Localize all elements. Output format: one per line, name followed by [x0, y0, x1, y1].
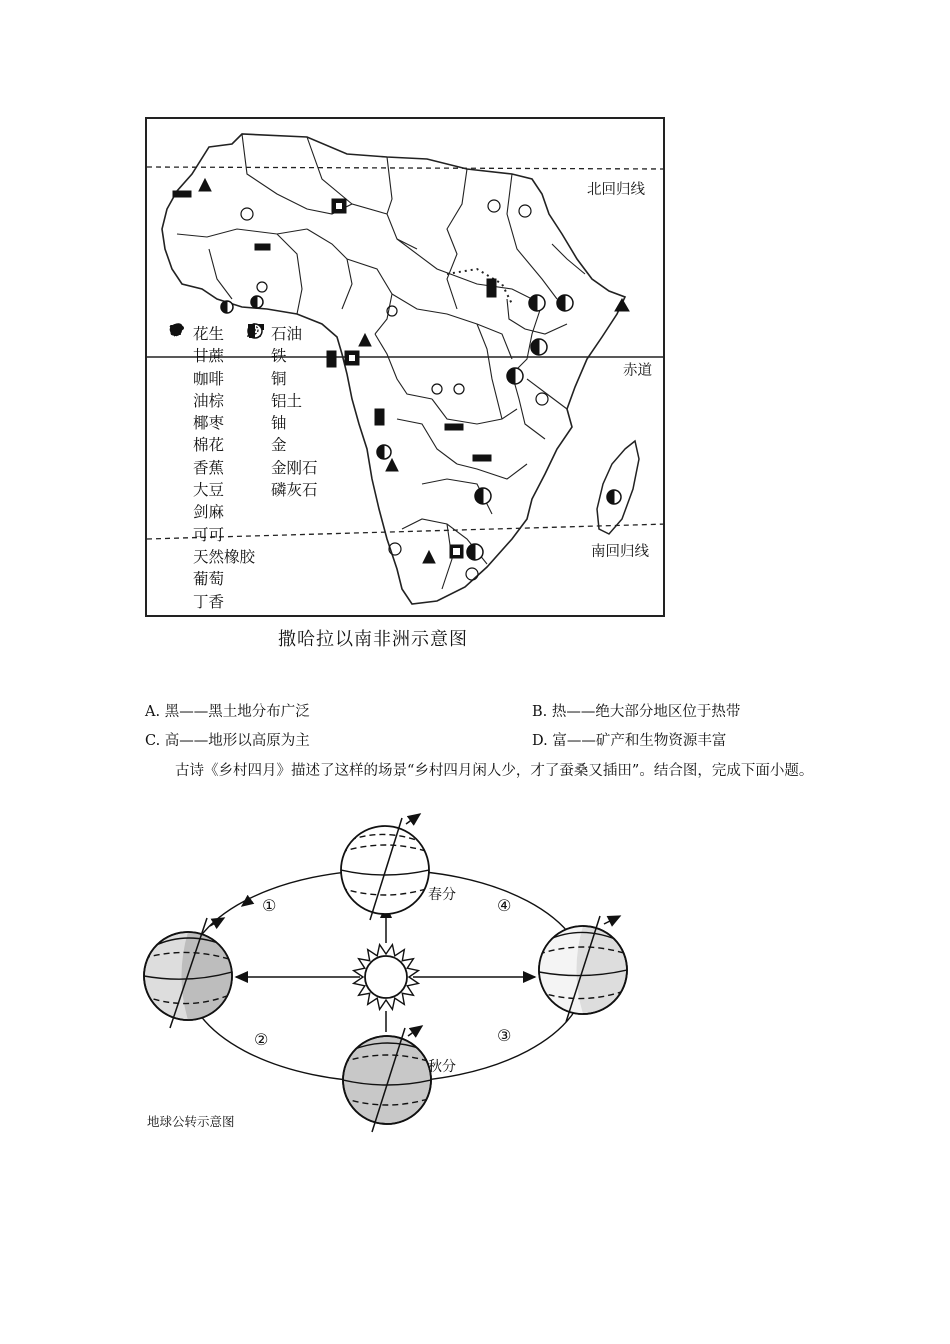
legend-item: 剑麻 [169, 501, 255, 523]
legend-item: 金刚石 [247, 457, 318, 479]
earth-left-icon [144, 918, 232, 1028]
option-b[interactable]: B. 热——绝大部分地区位于热带 [532, 704, 741, 720]
africa-map-figure [145, 117, 665, 617]
legend-crops [169, 323, 255, 613]
legend-item: 铜 [247, 368, 318, 390]
earth-spring-equinox-icon [341, 814, 429, 920]
legend-item: 磷灰石 [247, 479, 318, 501]
tropic-capricorn-label: 南回归线 [589, 540, 651, 561]
legend-item: 大豆 [169, 479, 255, 501]
autumn-equinox-label: 秋分 [428, 1059, 456, 1075]
segment-3-label: ③ [497, 1026, 512, 1045]
legend-item: 铀 [247, 412, 318, 434]
orbit-caption: 地球公转示意图 [147, 1114, 235, 1129]
legend-item: 铝土 [247, 390, 318, 412]
legend-item: 金 [247, 434, 318, 456]
legend-item: 椰枣 [169, 412, 255, 434]
legend-item: 甘蔗 [169, 345, 255, 367]
option-a[interactable]: A. 黑——黑土地分布广泛 [145, 704, 310, 720]
sun-icon [354, 945, 419, 1010]
legend-minerals [247, 323, 318, 501]
option-c[interactable]: C. 高——地形以高原为主 [145, 733, 310, 749]
map-caption: 撒哈拉以南非洲示意图 [278, 629, 468, 650]
legend-item: 铁 [247, 345, 318, 367]
legend-item: 石油 [247, 323, 318, 345]
legend-item: 丁香 [169, 591, 255, 613]
legend-item: 油棕 [169, 390, 255, 412]
earth-revolution-diagram [130, 800, 650, 1140]
earth-autumn-equinox-icon [343, 1026, 431, 1132]
segment-4-label: ④ [497, 896, 512, 915]
legend-item: 香蕉 [169, 457, 255, 479]
question-intro: 古诗《乡村四月》描述了这样的场景“乡村四月闲人少，才了蚕桑又插田”。结合图，完成下面小题。 [175, 763, 814, 779]
legend-item: 可可 [169, 524, 255, 546]
legend-item: 葡萄 [169, 568, 255, 590]
legend-item: 棉花 [169, 434, 255, 456]
legend-item: 天然橡胶 [193, 547, 256, 566]
legend-item: 咖啡 [169, 368, 255, 390]
tropic-cancer-label: 北回归线 [585, 178, 647, 199]
madagascar-outline [597, 441, 639, 534]
segment-1-label: ① [262, 896, 277, 915]
tropic-of-cancer-line [147, 167, 665, 169]
spring-equinox-label: 春分 [428, 887, 456, 903]
legend-item: 花生 [169, 323, 255, 345]
equator-label: 赤道 [621, 359, 654, 380]
earth-right-icon [539, 916, 627, 1022]
option-d[interactable]: D. 富——矿产和生物资源丰富 [532, 733, 727, 749]
segment-2-label: ② [254, 1030, 269, 1049]
